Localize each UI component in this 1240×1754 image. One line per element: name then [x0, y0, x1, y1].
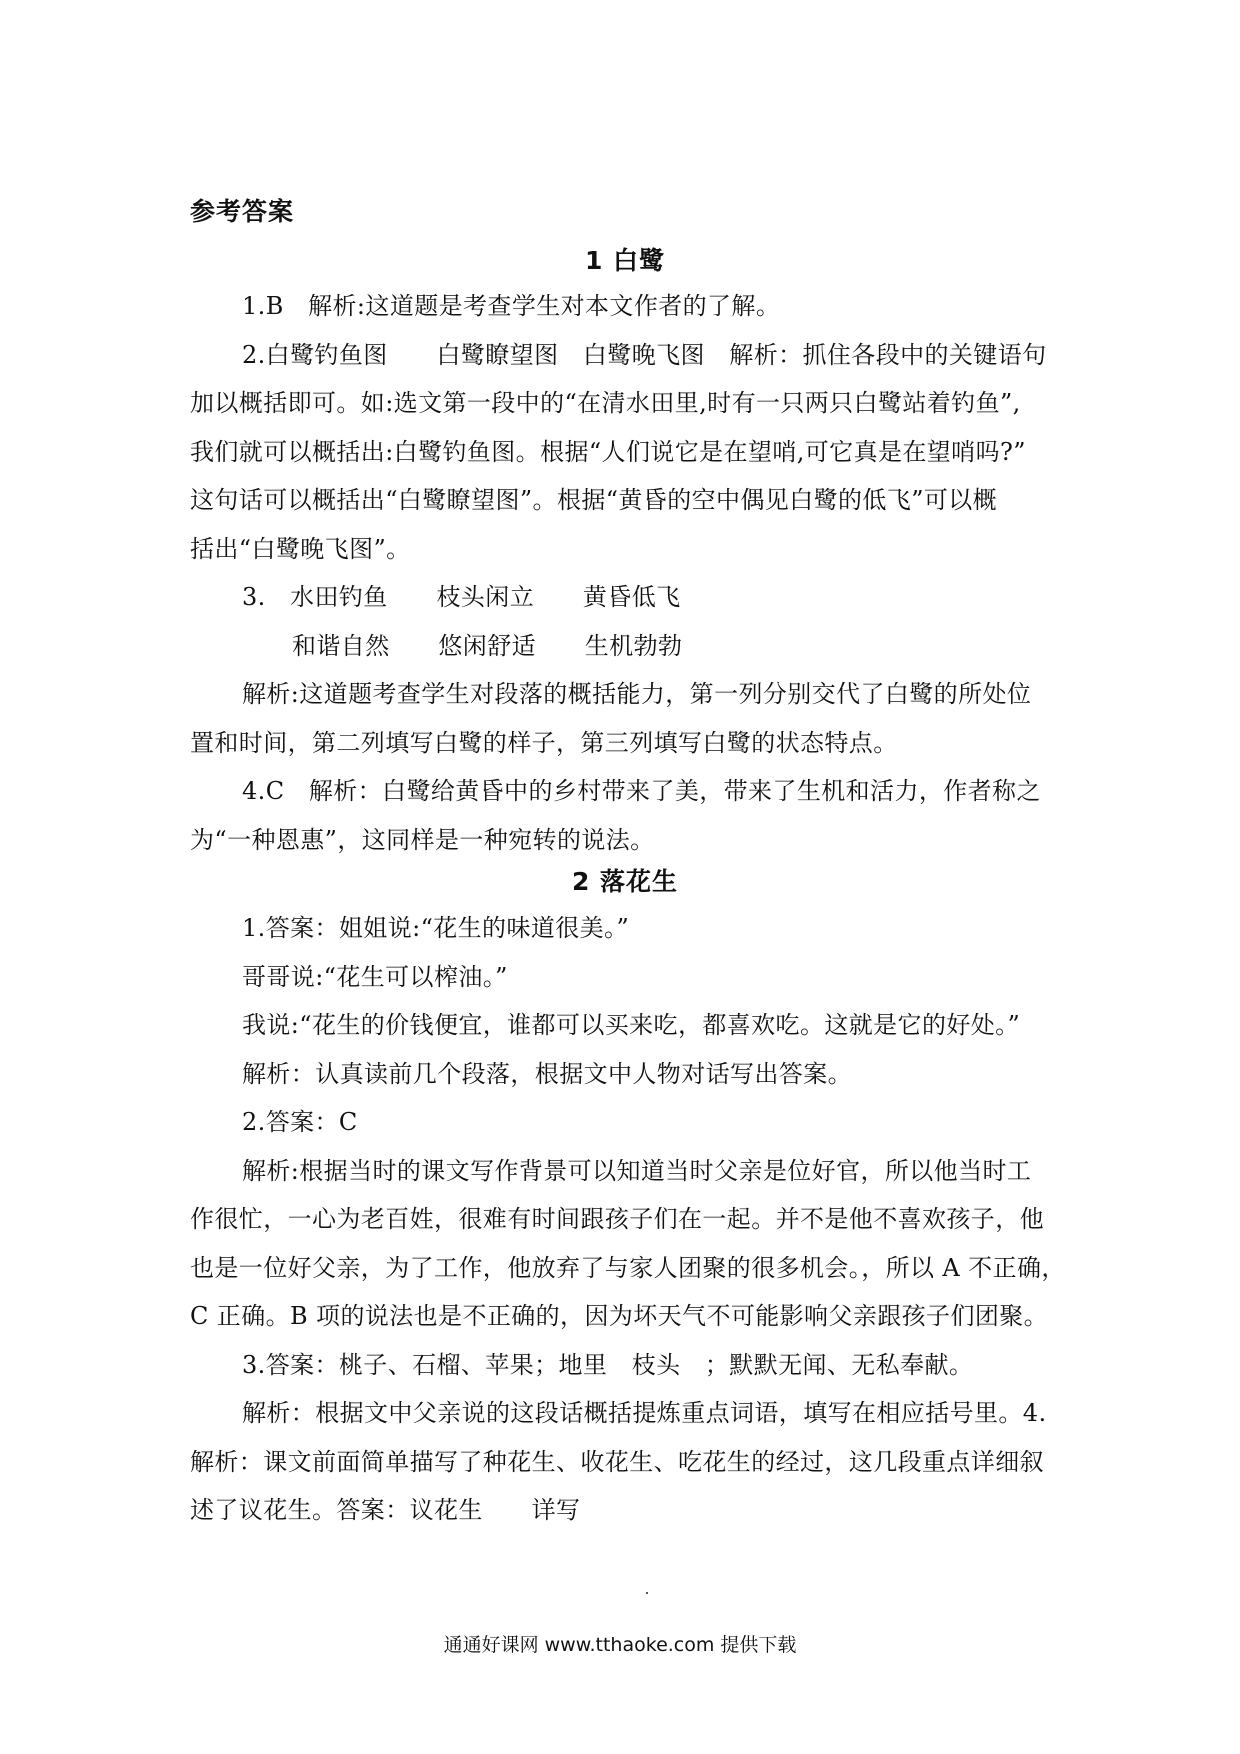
answer-line: 这句话可以概括出“白鹭瞭望图”。根据“黄昏的空中偶见白鹭的低飞”可以概 — [190, 486, 998, 514]
answer-line: 置和时间，第二列填写白鹭的样子，第三列填写白鹭的状态特点。 — [190, 728, 898, 757]
answer-line: 加以概括即可。如:选文第一段中的“在清水田里,时有一只两只白鹭站着钓鱼”, — [190, 389, 1021, 417]
answer-line: 解析：课文前面简单描写了种花生、收花生、吃花生的经过，这几段重点详细叙 — [190, 1447, 1044, 1476]
answer-line: 2.答案：C — [242, 1108, 358, 1136]
answer-line: 3.答案：桃子、石榴、苹果；地里 枝头 ；默默无闻、无私奉献。 — [242, 1350, 974, 1379]
answer-line: 哥哥说:“花生可以榨油。” — [242, 962, 508, 991]
answer-line: 1.B 解析:这道题是考查学生对本文作者的了解。 — [242, 292, 781, 320]
answer-line: 述了议花生。答案：议花生 详写 — [190, 1496, 581, 1524]
answer-line: 2.白鹭钓鱼图 白鹭瞭望图 白鹭晚飞图 解析：抓住各段中的关键语句 — [242, 340, 1047, 369]
answer-line: 为“一种恩惠”，这同样是一种宛转的说法。 — [190, 825, 655, 854]
answer-line: 3. 水田钓鱼 枝头闲立 黄昏低飞 — [242, 583, 681, 611]
section-heading-2: 2 落花生 — [571, 867, 679, 896]
answer-line: 我们就可以概括出:白鹭钓鱼图。根据“人们说它是在望哨,可它真是在望哨吗?” — [190, 437, 1026, 466]
section-2-body — [190, 904, 1066, 1535]
section-1-body — [190, 282, 1060, 864]
document-title: 参考答案 — [190, 197, 295, 226]
page-footer: 通通好课网 www.tthaoke.com 提供下载 — [443, 1634, 797, 1656]
answer-line: 1.答案：姐姐说:“花生的味道很美。” — [242, 914, 630, 942]
answer-line: 4.C 解析：白鹭给黄昏中的乡村带来了美，带来了生机和活力，作者称之 — [242, 777, 1041, 805]
answer-line: 解析:这道题考查学生对段落的概括能力，第一列分别交代了白鹭的所处位 — [242, 680, 1032, 708]
section-heading-1: 1 白鹭 — [584, 246, 666, 275]
answer-line: 解析：根据文中父亲说的这段话概括提炼重点词语，填写在相应括号里。4. — [242, 1399, 1047, 1427]
answer-line: 我说:“花生的价钱便宜，谁都可以买来吃，都喜欢吃。这就是它的好处。” — [242, 1011, 1021, 1039]
answer-line: C 正确。B 项的说法也是不正确的，因为坏天气不可能影响父亲跟孩子们团聚。 — [190, 1302, 1049, 1330]
document-page — [190, 0, 1066, 1754]
answer-line: 解析:根据当时的课文写作背景可以知道当时父亲是位好官，所以他当时工 — [242, 1156, 1032, 1185]
answer-line: 也是一位好父亲，为了工作，他放弃了与家人团聚的很多机会。，所以 A 不正确， — [190, 1253, 1066, 1282]
stray-dot — [646, 1592, 648, 1594]
answer-line: 解析：认真读前几个段落，根据文中人物对话写出答案。 — [242, 1059, 852, 1088]
answer-line: 括出“白鹭晚飞图”。 — [190, 534, 411, 563]
answer-line: 作很忙，一心为老百姓，很难有时间跟孩子们在一起。并不是他不喜欢孩子，他 — [190, 1205, 1044, 1233]
answer-line: 和谐自然 悠闲舒适 生机勃勃 — [292, 631, 683, 660]
